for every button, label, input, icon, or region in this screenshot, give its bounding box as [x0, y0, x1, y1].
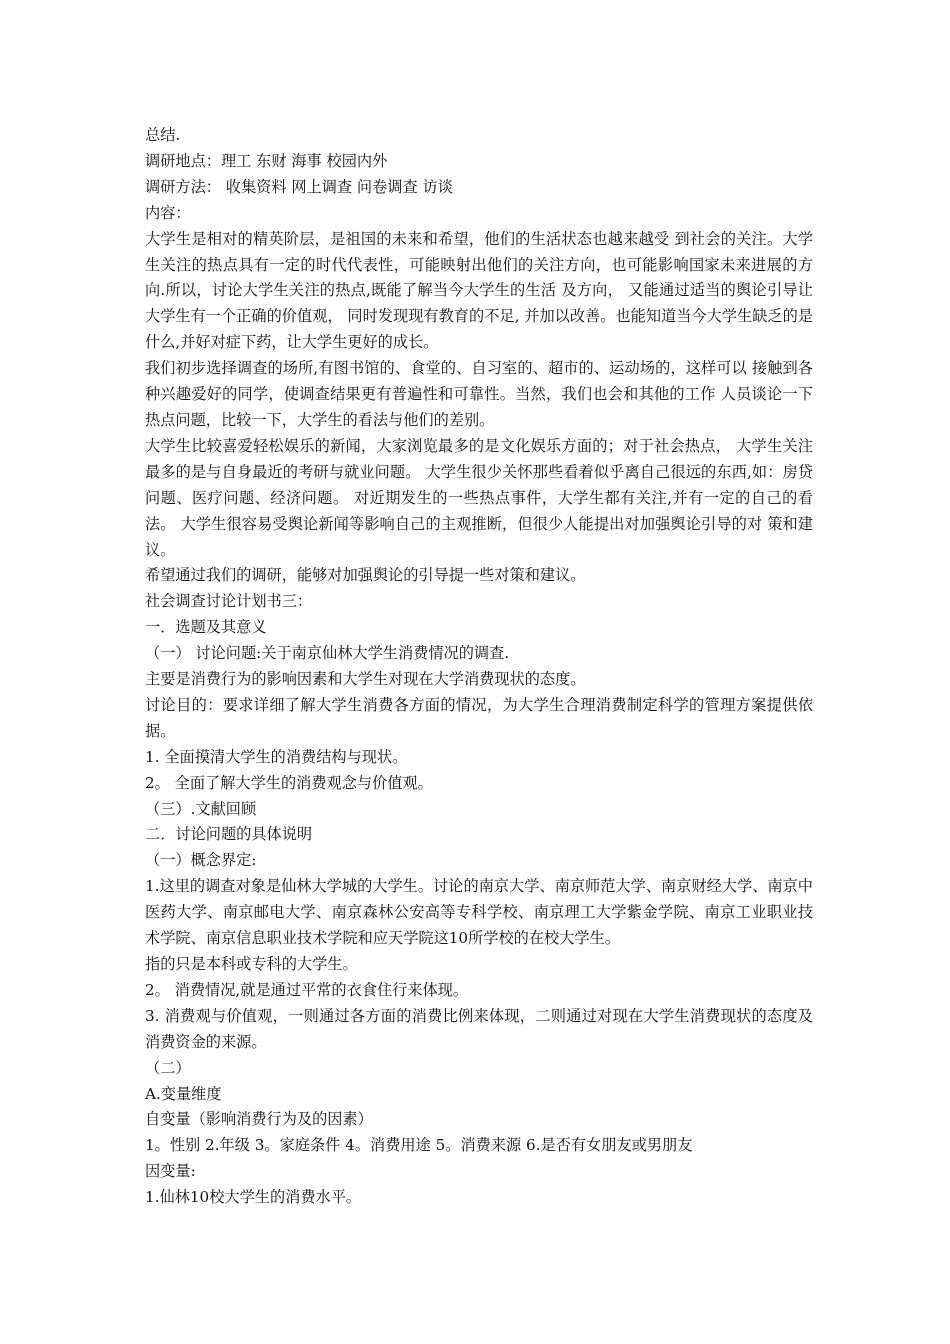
definition-item-3: 3. 消费观与价值观，一则通过各方面的消费比例来体现，二则通过对现在大学生消费现状的态度及消费资金的来源。	[145, 1006, 813, 1051]
paragraph-hope: 希望通过我们的调研，能够对加强舆论的引导提一些对策和建议。	[145, 566, 586, 585]
research-purpose: 讨论目的：要求详细了解大学生消费各方面的情况，为大学生合理消费制定科学的管理方案提供依据。	[145, 695, 813, 740]
variable-dimension-heading: A.变量维度	[145, 1084, 222, 1103]
summary-line: 总结.	[145, 126, 181, 144]
definition-item-1: 1.这里的调查对象是仙林大学城的大学生。讨论的南京大学、南京师范大学、南京财经大学、南京中医药大学、南京邮电大学、南京森林公安高等专科学校、南京理工大学紫金学院、南京工业职业技术学院、南京信息职业技术学院和应天学院这10所学校的在校大学生。	[145, 877, 813, 948]
section-2-heading: 二．讨论问题的具体说明	[145, 825, 313, 844]
content-heading: 内容：	[145, 203, 191, 222]
paragraph-findings: 大学生比较喜爱轻松娱乐的新闻，大家浏览最多的是文化娱乐方面的；对于社会热点， 大学生关注最多的是与自身最近的考研与就业问题。 大学生很少关怀那些看着似乎离自己很远的东西,如：房贷问题、医疗问题、经济问题。 对近期发生的一些热点事件，大学生都有关注,并有一定的自己的看法。 大学生很容易受舆论新闻等影响自己的主观推断，但很少人能提出对加强舆论引导的对 策和建议。	[145, 436, 813, 559]
dependent-variable-item-1: 1.仙林10校大学生的消费水平。	[145, 1188, 362, 1207]
independent-variables-list: 1。性别 2.年级 3。家庭条件 4。消费用途 5。消费来源 6.是否有女朋友或男朋友	[145, 1136, 693, 1155]
subsection-2-heading: （二）	[145, 1058, 191, 1077]
independent-variables-heading: 自变量（影响消费行为及的因素）	[145, 1110, 373, 1129]
research-location: 调研地点：理工 东财 海事 校园内外	[145, 151, 388, 170]
definition-note: 指的只是本科或专科的大学生。	[145, 955, 358, 973]
plan-title: 社会调查讨论计划书三：	[145, 592, 313, 611]
purpose-item-1: 1. 全面摸清大学生的消费结构与现状。	[145, 747, 408, 766]
research-method: 调研方法： 收集资料 网上调查 问卷调查 访谈	[145, 177, 453, 196]
purpose-item-2: 2。 全面了解大学生的消费观念与价值观。	[145, 773, 433, 792]
section-1-heading: 一．选题及其意义	[145, 618, 267, 637]
definition-item-2: 2。 消费情况,就是通过平常的衣食住行来体现。	[145, 980, 469, 999]
literature-review-heading: （三）.文献回顾	[145, 799, 257, 818]
concept-definition-heading: （一）概念界定:	[145, 851, 257, 870]
paragraph-venues: 我们初步选择调查的场所,有图书馆的、食堂的、自习室的、超市的、运动场的，这样可以 接触到各种兴趣爱好的同学，使调查结果更有普遍性和可靠性。当然，我们也会和其他的工作 人员谈论一下热点问题，比较一下，大学生的看法与他们的差别。	[145, 359, 813, 429]
research-question: （一） 讨论问题:关于南京仙林大学生消费情况的调查.	[145, 644, 510, 663]
document-body	[145, 123, 813, 1211]
dependent-variables-heading: 因变量:	[145, 1162, 196, 1181]
research-focus: 主要是消费行为的影响因素和大学生对现在大学消费现状的态度。	[145, 670, 586, 689]
paragraph-intro: 大学生是相对的精英阶层，是祖国的未来和希望，他们的生活状态也越来越受 到社会的关注。大学生关注的热点具有一定的时代代表性，可能映射出他们的关注方向，也可能影响国家未来进展的方向.所以，讨论大学生关注的热点,既能了解当今大学生的生活 及方向， 又能通过适当的舆论引导让大学生有一个正确的价值观， 同时发现现有教育的不足, 并加以改善。也能知道当今大学生缺乏的是什么,并好对症下药，让大学生更好的成长。	[145, 229, 813, 352]
